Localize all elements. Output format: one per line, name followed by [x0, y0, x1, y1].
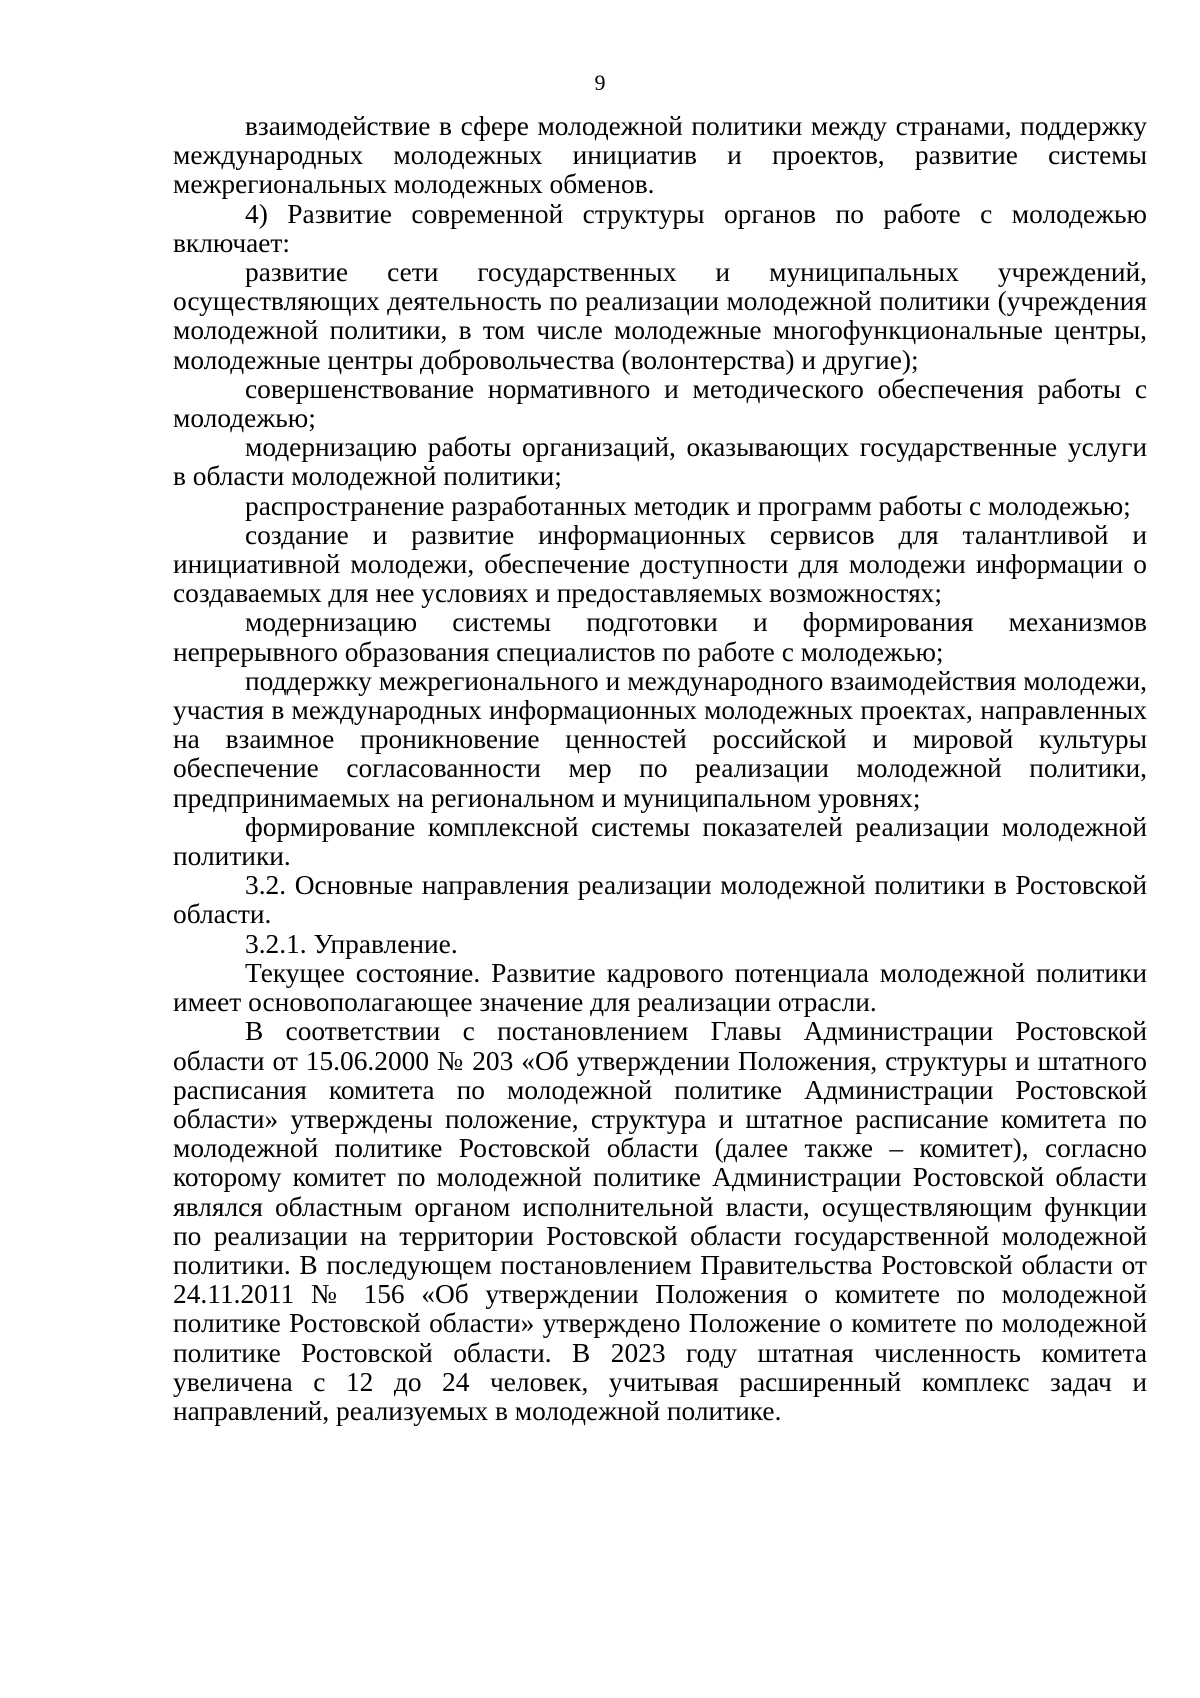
subsection-heading-3-2-1: 3.2.1. Управление. — [245, 928, 458, 959]
paragraph-current-state: Текущее состояние. Развитие кадрового потенциала молодежной политики имеет основополагающее значение для реализации отрасли. — [173, 957, 1147, 1018]
document-body — [173, 112, 1147, 1426]
paragraph-2: 4) Развитие современной структуры органов по работе с молодежью включает: — [173, 198, 1147, 258]
paragraph-4: совершенствование нормативного и методического обеспечения работы с молодежью; — [173, 373, 1147, 434]
paragraph-10: формирование комплексной системы показателей реализации молодежной политики. — [173, 811, 1147, 872]
paragraph-9: поддержку межрегионального и международного взаимодействия молодежи, участия в международных информационных молодежных проектах, направленных на взаимное проникновение ценностей российской и мировой культуры обеспечение согласованности мер по реализации молодежной политики, предпринимаемых на региональном и муниципальном уровнях; — [173, 665, 1147, 813]
paragraph-6: распространение разработанных методик и программ работы с молодежью; — [245, 490, 1131, 521]
paragraph-5: модернизацию работы организаций, оказывающих государственные услуги в области молодежной политики; — [173, 432, 1147, 492]
paragraph-8: модернизацию системы подготовки и формирования механизмов непрерывного образования специалистов по работе с молодежью; — [173, 607, 1147, 667]
page-number: 9 — [594, 70, 606, 95]
section-heading-3-2: 3.2. Основные направления реализации молодежной политики в Ростовской области. — [173, 870, 1147, 930]
paragraph-1: взаимодействие в сфере молодежной политики между странами, поддержку международных молодежных инициатив и проектов, развитие системы межрегиональных молодежных обменов. — [173, 111, 1147, 200]
paragraph-3: развитие сети государственных и муниципальных учреждений, осуществляющих деятельность по реализации молодежной политики (учреждения молодежной политики, в том числе молодежные многофункциональные центры, молодежные центры добровольчества (волонтерства) и другие); — [173, 257, 1147, 375]
paragraph-7: создание и развитие информационных сервисов для талантливой и инициативной молодежи, обеспечение доступности для молодежи информации о создаваемых для нее условиях и предоставляемых возможностях; — [173, 519, 1147, 609]
paragraph-regulation: В соответствии с постановлением Главы Администрации Ростовской области от 15.06.2000 № 203 «Об утверждении Положения, структуры и штатного расписания комитета по молодежной политике Администрации Ростовской области» утверждены положение, структура и штатное расписание комитета по молодежной политике Ростовской области (далее также – комитет), согласно которому комитет по молодежной политике Администрации Ростовской области являлся областным органом исполнительной власти, осуществляющим функции по реализации на территории Ростовской области государственной молодежной политики. В последующем постановлением Правительства Ростовской области от 24.11.2011 № 156 «Об утверждении Положения о комитете по молодежной политике Ростовской области» утверждено Положение о комитете по молодежной политике Ростовской области. В 2023 году штатная численность комитета увеличена с 12 до 24 человек, учитывая расширенный комплекс задач и направлений, реализуемых в молодежной политике. — [173, 1016, 1147, 1426]
